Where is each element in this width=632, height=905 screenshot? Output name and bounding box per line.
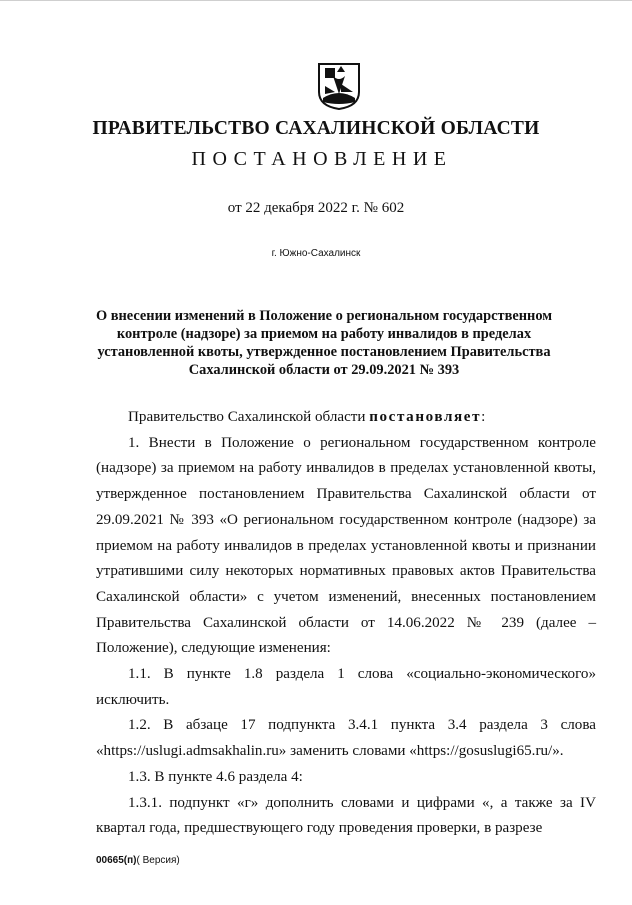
- government-name: ПРАВИТЕЛЬСТВО САХАЛИНСКОЙ ОБЛАСТИ: [92, 118, 540, 139]
- preamble-colon: :: [481, 409, 486, 425]
- preamble: [96, 405, 596, 431]
- document-version: ( Версия): [136, 855, 180, 866]
- document-footer: [96, 855, 180, 866]
- clause-1: 1. Внести в Положение о региональном государственном контроле (надзоре) за приемом на работу инвалидов в пределах установленной квоты, утвержденное постановлением Правительства Сахалинской области от 29.09.2021 № 393 «О региональном государственном контроле (надзоре) за приемом на работу инвалидов в пределах установленной квоты и признании утратившими силу некоторых нормативных правовых актов Правительства Сахалинской области» с учетом изменений, внесенных постановлением Правительства Сахалинской области от 14.06.2022 № 239 (далее – Положение), следующие изменения:: [96, 434, 596, 657]
- issuing-city: г. Южно-Сахалинск: [271, 248, 361, 259]
- clause-1-3-1: 1.3.1. подпункт «г» дополнить словами и цифрами «, а также за IV квартал года, предшествующего году проведения проверки, в разрезе: [96, 794, 596, 837]
- document-type: ПОСТАНОВЛЕНИЕ: [191, 148, 453, 170]
- preamble-resolves: постановляет: [369, 409, 482, 425]
- preamble-lead: Правительство Сахалинской области: [128, 409, 370, 425]
- page-top-edge: [0, 0, 632, 1]
- clause-1-2: 1.2. В абзаце 17 подпункта 3.4.1 пункта 3.4 раздела 3 слова «https://uslugi.admsakhalin.ru» заменить словами «https://gosuslugi65.ru/».: [96, 717, 596, 760]
- clause-1-1: 1.1. В пункте 1.8 раздела 1 слова «социально-экономического» исключить.: [96, 666, 596, 708]
- decree-date-number: от 22 декабря 2022 г. № 602: [227, 200, 405, 216]
- decree-body: [96, 405, 596, 842]
- document-code: 00665(п): [96, 855, 137, 866]
- decree-subject-title: О внесении изменений в Положение о региональном государственном контроле (надзоре) за приемом на работу инвалидов в пределах установленной квоты, утвержденное постановлением Правительства Сахалинской области от 29.09.2021 № 393: [95, 308, 553, 378]
- clause-1-3: 1.3. В пункте 4.6 раздела 4:: [128, 768, 303, 785]
- sakhalin-coat-of-arms-icon: [317, 62, 361, 110]
